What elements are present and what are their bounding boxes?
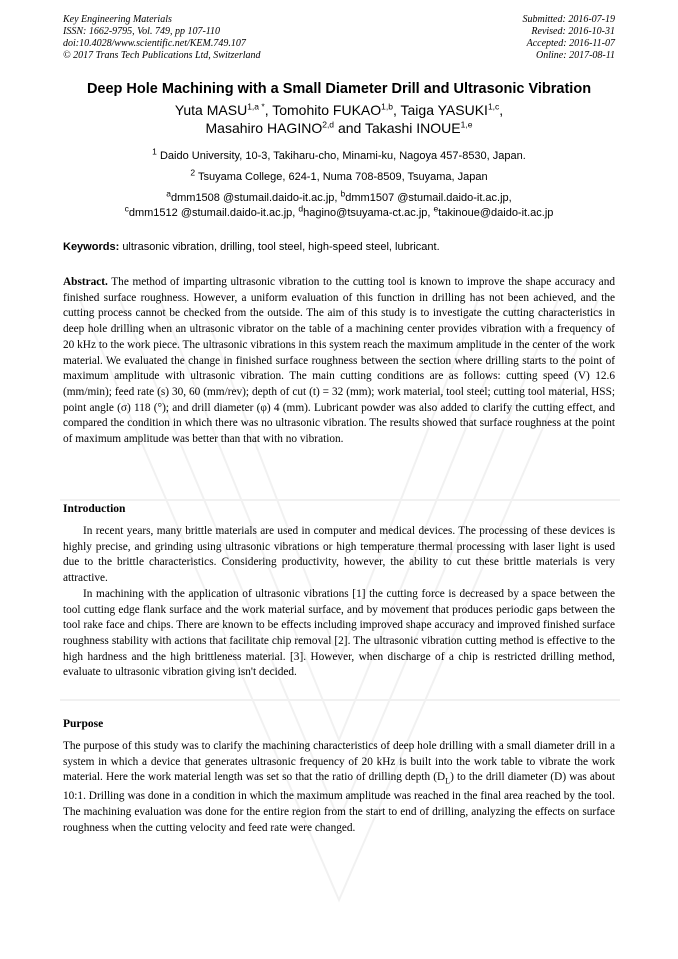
- author-affiliation-mark: 1,c: [487, 101, 500, 112]
- abstract-paragraph: [63, 275, 615, 448]
- copyright: © 2017 Trans Tech Publications Ltd, Switzerland: [63, 50, 261, 61]
- header-right: [415, 14, 615, 62]
- keywords-label: Keywords:: [63, 241, 120, 253]
- submitted-date: Submitted: 2016-07-19: [522, 14, 615, 25]
- email-link[interactable]: takinoue@daido-it.ac.jp: [438, 207, 554, 219]
- email-mark: c: [124, 203, 129, 214]
- issn-volume: ISSN: 1662-9795, Vol. 749, pp 107-110: [63, 26, 221, 37]
- purpose-text-start: The purpose of this study was to clarify the machining characteristics of deep hole drilling with a small diameter drill in a system in which a device that generates ultrasonic frequency of 20 kHz is built into the work table to vibrate the work material. Here the work material length was set so that the ratio of drilling depth (D: [63, 740, 615, 784]
- introduction-heading: Introduction: [63, 503, 126, 515]
- email-link[interactable]: hagino@tsuyama-ct.ac.jp,: [303, 207, 431, 219]
- abstract-text: The method of imparting ultrasonic vibration to the cutting tool is known to improve the shape accuracy and finished surface roughness. However, a uniform evaluation of this function in drilling has not been achieved, and the cutting process cannot be checked from the outside. The aim of this study is to investigate the cutting characteristics in deep hole drilling when an ultrasonic vibrator on the table of a machining center provides vibration with a frequency of 20 kHz to the work piece. The ultrasonic vibrations in this system reach the maximum amplitude in the center of the work material. We evaluated the change in finished surface roughness between the section where drilling starts to the point of maximum amplitude with ultrasonic vibration. The main cutting conditions are as follows: cutting speed (V) 12.6 (mm/min); feed rate (s) 30, 60 (mm/rev); depth of cut (t) = 32 (mm); work material, tool steel; cutting tool material, HSS; point angle (σ) 118 (°); and drill diameter (φ) 4 (mm). Lubricant powder was also added to clarify the cutting effect, and compared the condition in which there was no ultrasonic vibration. The results showed that surface roughness at the point of maximum amplitude was better than that with no vibration.: [63, 276, 615, 446]
- affiliation-text: Daido University, 10-3, Takiharu-cho, Minami-ku, Nagoya 457-8530, Japan.: [159, 150, 526, 162]
- author-name: Yuta MASU: [174, 102, 248, 118]
- accepted-date: Accepted: 2016-11-07: [526, 38, 615, 49]
- author-affiliation-mark: 1,a *: [247, 101, 265, 112]
- doi-link[interactable]: doi:10.4028/www.scientific.net/KEM.749.107: [63, 38, 246, 49]
- author-name: Taiga YASUKI: [400, 102, 488, 118]
- purpose-body: [63, 739, 615, 836]
- author-name: Masahiro HAGINO: [205, 120, 323, 136]
- introduction-paragraph-1: In recent years, many brittle materials are used in computer and medical devices. The processing of these devices is highly precise, and grinding using ultrasonic vibrations or high temperature thermal processing with laser light is used due to the brittle characteristics. Considering productivity, however, the ability to cut these brittle materials is very attractive.: [63, 525, 615, 585]
- author-affiliation-mark: 2,d: [322, 119, 335, 130]
- email-mark: e: [433, 203, 439, 214]
- email-link[interactable]: dmm1508 @stumail.daido-it.ac.jp,: [171, 192, 338, 204]
- keywords: [63, 241, 615, 253]
- introduction-body: [63, 524, 615, 681]
- author-list: Yuta $MASU^{1,a *}$, Tomohito FUKAO$^{1,b}$, Taiga YASUKI$^{1,c}$, Masahiro HAGINO$^{2,d}$ and Takashi INOUE$^{1,e}$: [174, 101, 504, 136]
- purpose-paragraph: [63, 739, 615, 836]
- online-date: Online: 2017-08-11: [536, 50, 615, 61]
- email-mark: b: [340, 188, 346, 199]
- revised-date: Revised: 2016-10-31: [531, 26, 615, 37]
- affiliation-text: Tsuyama College, 624-1, Numa 708-8509, Tsuyama, Japan: [197, 171, 488, 183]
- header-left: [63, 14, 393, 62]
- email-mark: d: [298, 203, 304, 214]
- author-emails: [40, 188, 638, 221]
- abstract: [63, 275, 615, 448]
- author-conjunction: and: [337, 120, 362, 136]
- paper-title: Deep Hole Machining with a Small Diameter Drill and Ultrasonic Vibration: [86, 81, 592, 97]
- author-name: Takashi INOUE: [364, 120, 461, 136]
- affiliation-1: [40, 146, 638, 162]
- author-name: Tomohito FUKAO: [272, 102, 382, 118]
- introduction-paragraph-2: In machining with the application of ultrasonic vibrations [1] the cutting force is decreased by a space between the tool cutting edge flank surface and the work material surface, and by movement that produces periodic gaps between the tool rake face and chips. There are known to be effects including improved shape accuracy and improved finished surface roughness stability with actions that facilitate chip removal [2]. The ultrasonic vibration cutting method is effective to the high hardness and the high brittleness material. [3]. However, when discharge of a chip is restricted drilling method, evaluate to ultrasonic vibration giving isn't decided.: [63, 587, 615, 679]
- abstract-label: Abstract.: [63, 276, 108, 288]
- email-link[interactable]: dmm1512 @stumail.daido-it.ac.jp,: [128, 207, 296, 219]
- affiliation-mark: 1: [152, 146, 157, 157]
- purpose-heading: Purpose: [63, 718, 104, 730]
- affiliation-mark: 2: [190, 167, 196, 178]
- author-affiliation-mark: 1,e: [460, 119, 473, 130]
- subscript: L: [445, 776, 451, 786]
- email-mark: a: [166, 188, 171, 199]
- purpose-text-end: ) to the drill diameter (D) was about 10:1. Drilling was done in a condition in which the maximum amplitude was reached in the final area reached by the tool. The machining evaluation was done for the entire region from the start to end of drilling, analyzing the effects on surface roughness when the cutting velocity and feed rate were changed.: [63, 771, 616, 834]
- email-link[interactable]: dmm1507 @stumail.daido-it.ac.jp,: [345, 192, 512, 204]
- keywords-text: ultrasonic vibration, drilling, tool steel, high-speed steel, lubricant.: [122, 241, 440, 253]
- author-affiliation-mark: 1,b: [381, 101, 393, 112]
- journal-name: Key Engineering Materials: [63, 14, 172, 25]
- affiliation-2: [40, 167, 638, 183]
